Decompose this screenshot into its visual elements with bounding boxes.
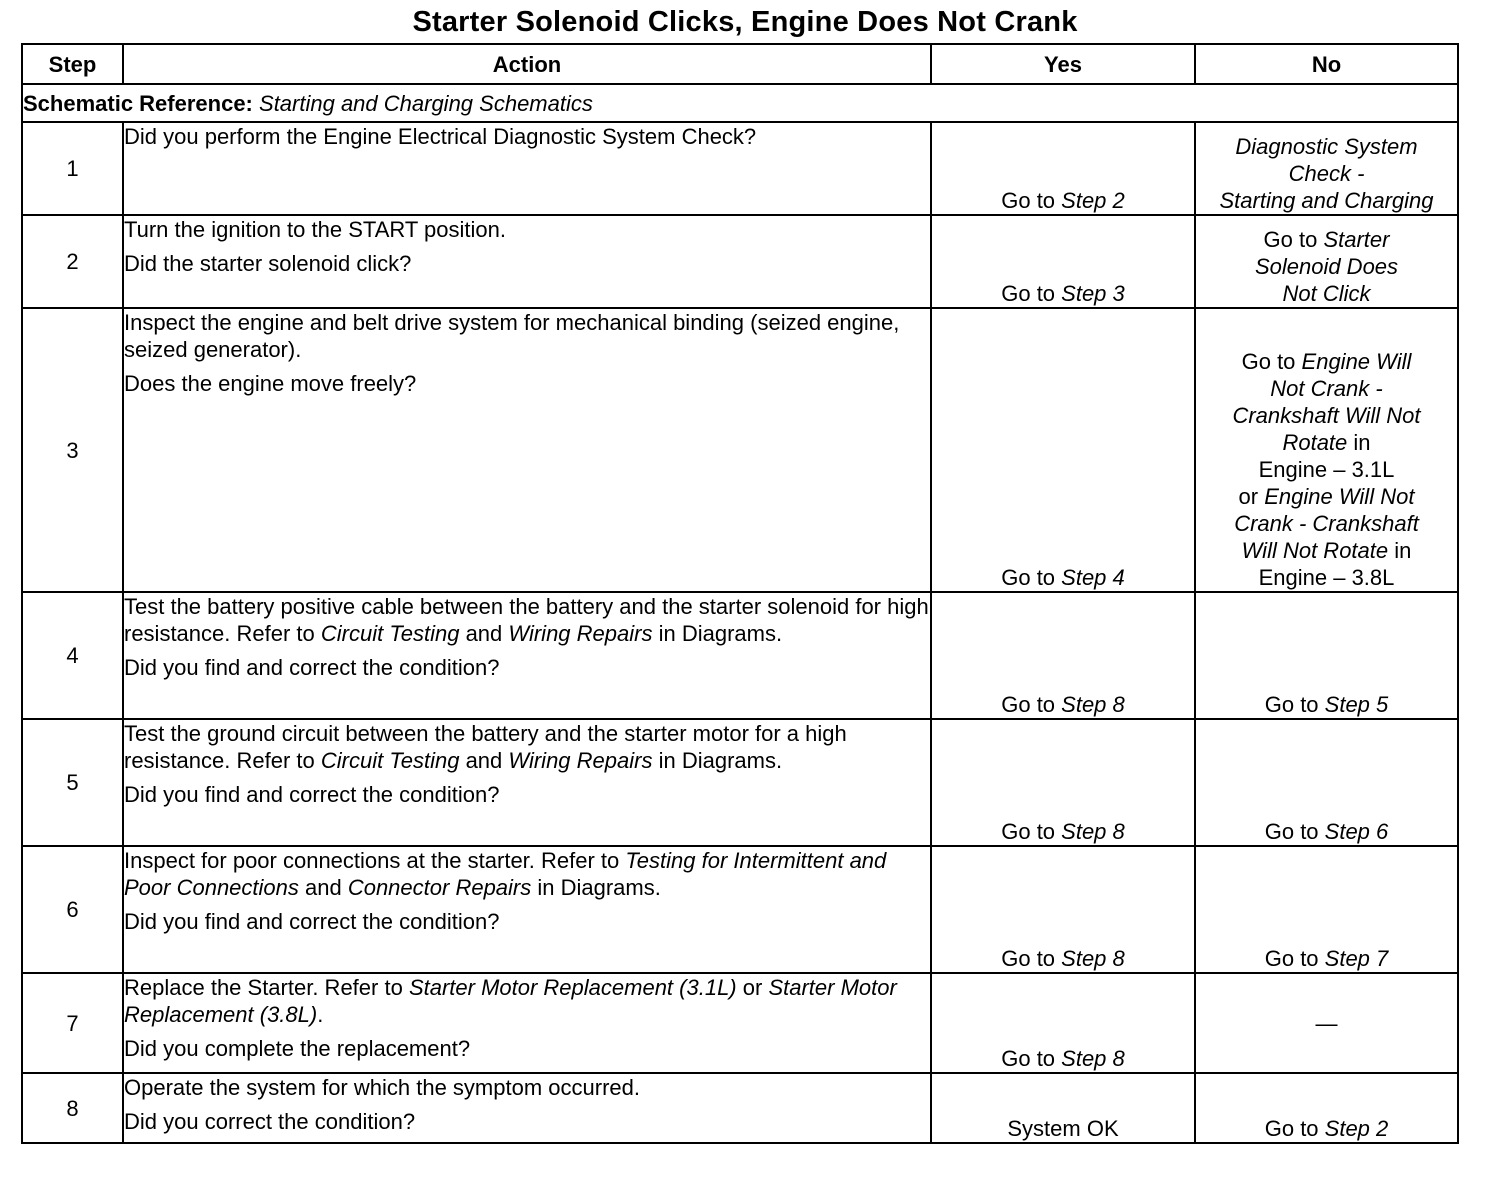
step-number: 8 [22,1073,123,1143]
action-question: Does the engine move freely? [124,371,417,396]
yes-cell: Go to Step 2 [931,122,1195,215]
action-question: Did you complete the replacement? [124,1036,471,1061]
step-link: Step 8 [1061,946,1125,971]
no-cell: Diagnostic System Check - Starting and Charging [1195,122,1458,215]
step-link: Step 5 [1324,692,1389,717]
step-number: 2 [22,215,123,308]
no-cell: Go to Engine Will Not Crank - Crankshaft Will Not Rotate in Engine – 3.1L or Engine Will Not Crank - Crankshaft Will Not Rotate in Engine – 3.8L [1195,308,1458,592]
no-cell: Go to Step 6 [1195,719,1458,846]
step-link: Step 7 [1324,946,1389,971]
header-step: Step [22,44,123,84]
action-cell [123,592,931,719]
action-text: Did you perform the Engine Electrical Diagnostic System Check? [124,124,757,149]
step-number: 1 [22,122,123,215]
step-link: Step 2 [1061,188,1125,213]
yes-cell: Go to Step 8 [931,719,1195,846]
page-title: Starter Solenoid Clicks, Engine Does Not Crank [412,6,1078,38]
step-link: Step 8 [1061,1046,1125,1071]
action-cell [123,846,931,973]
header-no: No [1195,44,1458,84]
action-text: Replace the Starter. Refer to Starter Motor Replacement (3.1L) or Starter Motor Replacement (3.8L). [124,975,897,1027]
step-number: 3 [22,308,123,592]
step-link: Step 6 [1324,819,1389,844]
action-cell [123,719,931,846]
action-text: Test the battery positive cable between the battery and the starter solenoid for high resistance. Refer to Circuit Testing and Wiring Repairs in Diagrams. [124,594,929,646]
table-row [22,719,1458,846]
no-cell: Go to Step 7 [1195,846,1458,973]
step-link: Step 8 [1061,819,1125,844]
header-yes: Yes [931,44,1195,84]
yes-cell: System OK [931,1073,1195,1143]
action-cell [123,122,931,215]
action-question: Did you find and correct the condition? [124,655,500,680]
schematic-value: Starting and Charging Schematics [259,90,593,116]
schematic-label: Schematic Reference: [23,90,253,116]
action-cell [123,973,931,1073]
table-row [22,1073,1458,1143]
no-cell: Go to Starter Solenoid Does Not Click [1195,215,1458,308]
yes-cell: Go to Step 4 [931,308,1195,592]
header-action: Action [123,44,931,84]
table-row [22,846,1458,973]
step-link: Step 8 [1061,692,1125,717]
step-link: Step 2 [1324,1116,1389,1141]
yes-cell: Go to Step 8 [931,973,1195,1073]
step-link: Step 4 [1061,565,1125,590]
action-question: Did you find and correct the condition? [124,909,500,934]
header-row [22,44,1458,84]
step-number: 7 [22,973,123,1073]
action-question: Did you find and correct the condition? [124,782,500,807]
no-cell: — [1195,973,1458,1073]
table-row [22,592,1458,719]
action-text: Operate the system for which the symptom occurred. [124,1075,640,1100]
step-link: Step 3 [1061,281,1125,306]
table-row [22,973,1458,1073]
action-text: Test the ground circuit between the battery and the starter motor for a high resistance. Refer to Circuit Testing and Wiring Repairs in Diagrams. [124,721,847,773]
action-cell [123,308,931,592]
no-cell: Go to Step 2 [1195,1073,1458,1143]
diagnostic-table [21,43,1459,1144]
action-question: Did you correct the condition? [124,1109,416,1134]
yes-cell: Go to Step 8 [931,592,1195,719]
step-number: 5 [22,719,123,846]
action-question: Did the starter solenoid click? [124,251,412,276]
yes-cell: Go to Step 3 [931,215,1195,308]
action-cell [123,215,931,308]
step-number: 6 [22,846,123,973]
yes-cell: Go to Step 8 [931,846,1195,973]
no-cell: Go to Step 5 [1195,592,1458,719]
action-text: Inspect the engine and belt drive system for mechanical binding (seized engine, seized generator). [124,310,900,362]
schematic-row [22,84,1458,122]
table-row [22,122,1458,215]
action-text: Inspect for poor connections at the starter. Refer to Testing for Intermittent and Poor Connections and Connector Repairs in Diagrams. [124,848,887,900]
action-text: Turn the ignition to the START position. [124,217,506,242]
table-row [22,308,1458,592]
step-number: 4 [22,592,123,719]
schematic-reference [22,84,1458,122]
action-cell [123,1073,931,1143]
table-row [22,215,1458,308]
